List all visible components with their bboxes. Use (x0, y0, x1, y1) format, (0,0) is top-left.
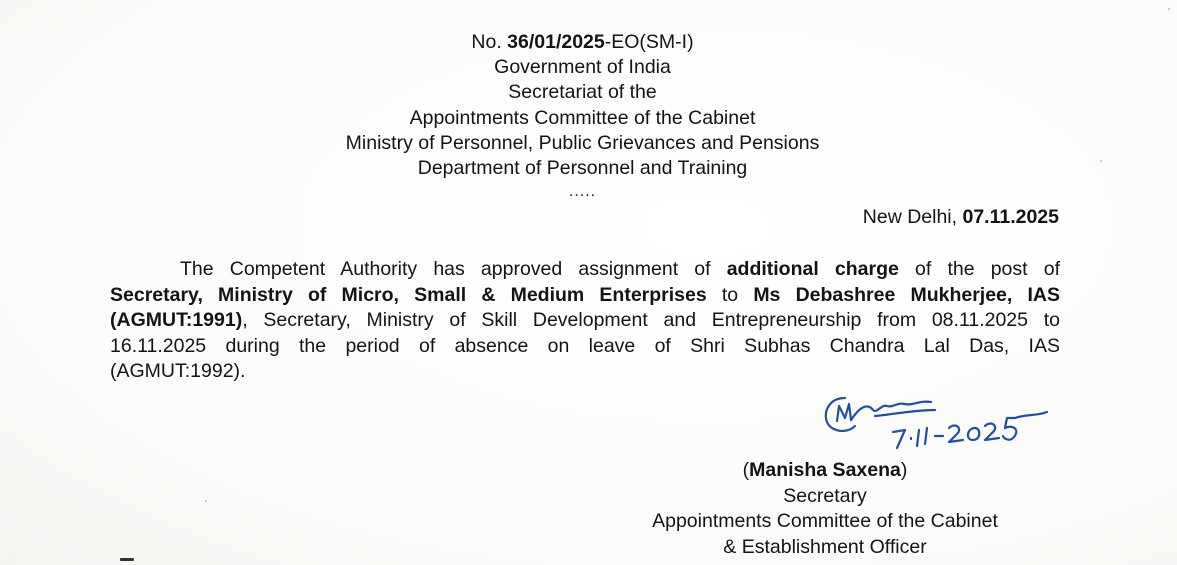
signatory-name (600, 458, 1050, 484)
file-number-prefix: No. (471, 31, 508, 53)
order-bold-text: additional charge (726, 258, 899, 280)
name-paren-open: ( (742, 459, 750, 481)
issue-date: 07.11.2025 (962, 206, 1059, 228)
scan-mark (120, 558, 134, 561)
scan-speck (1168, 8, 1170, 10)
signatory-office-1: Appointments Committee of the Cabinet (652, 510, 998, 532)
handwritten-signature (815, 375, 1055, 458)
name-paren-close: ) (900, 459, 908, 481)
order-line-4: 16.11.2025 during the period of absence on leave of Shri Subhas Chandra Lal Das, IAS (110, 334, 1060, 357)
order-line-1 (110, 257, 1060, 283)
header-separator-dots: ..... (568, 183, 597, 200)
signatory-name-text: Manisha Saxena (749, 459, 901, 481)
scan-speck (1100, 160, 1102, 162)
order-bold-text: Secretary, Ministry of Micro, Small & Medium Enterprises (110, 283, 707, 306)
order-bold-text: (AGMUT:1991) (110, 309, 243, 332)
header-ministry: Ministry of Personnel, Public Grievances and Pensions (345, 131, 820, 154)
scan-speck (205, 500, 207, 502)
signatory-block (600, 458, 1050, 560)
order-text: The Competent Authority has approved assignment of (180, 258, 727, 280)
header-government: Government of India (494, 56, 671, 79)
order-line-3 (110, 308, 1060, 334)
file-number-suffix: -EO(SM-I) (604, 31, 694, 53)
order-line-2 (110, 283, 1060, 309)
order-bold-text: Ms Debashree Mukherjee, IAS (753, 283, 1060, 306)
signatory-office-2: & Establishment Officer (723, 535, 927, 558)
order-text: of the post of (898, 258, 1060, 280)
place: New Delhi, (862, 206, 963, 228)
document-header (0, 30, 1165, 181)
header-secretariat: Secretariat of the (508, 81, 657, 104)
order-text: to (706, 283, 754, 306)
order-paragraph (110, 257, 1060, 385)
signatory-designation: Secretary (783, 484, 867, 507)
header-department: Department of Personnel and Training (417, 157, 748, 180)
order-text: , Secretary, Ministry of Skill Development and Entrepreneurship from 08.11.2025 to (242, 309, 1060, 332)
place-date (863, 206, 1059, 229)
signature-date-text: 7-11-2025 (815, 375, 887, 392)
file-number (0, 30, 1165, 55)
order-line-5: (AGMUT:1992). (110, 360, 246, 383)
header-committee: Appointments Committee of the Cabinet (409, 106, 756, 129)
file-number-bold: 36/01/2025 (507, 31, 605, 53)
